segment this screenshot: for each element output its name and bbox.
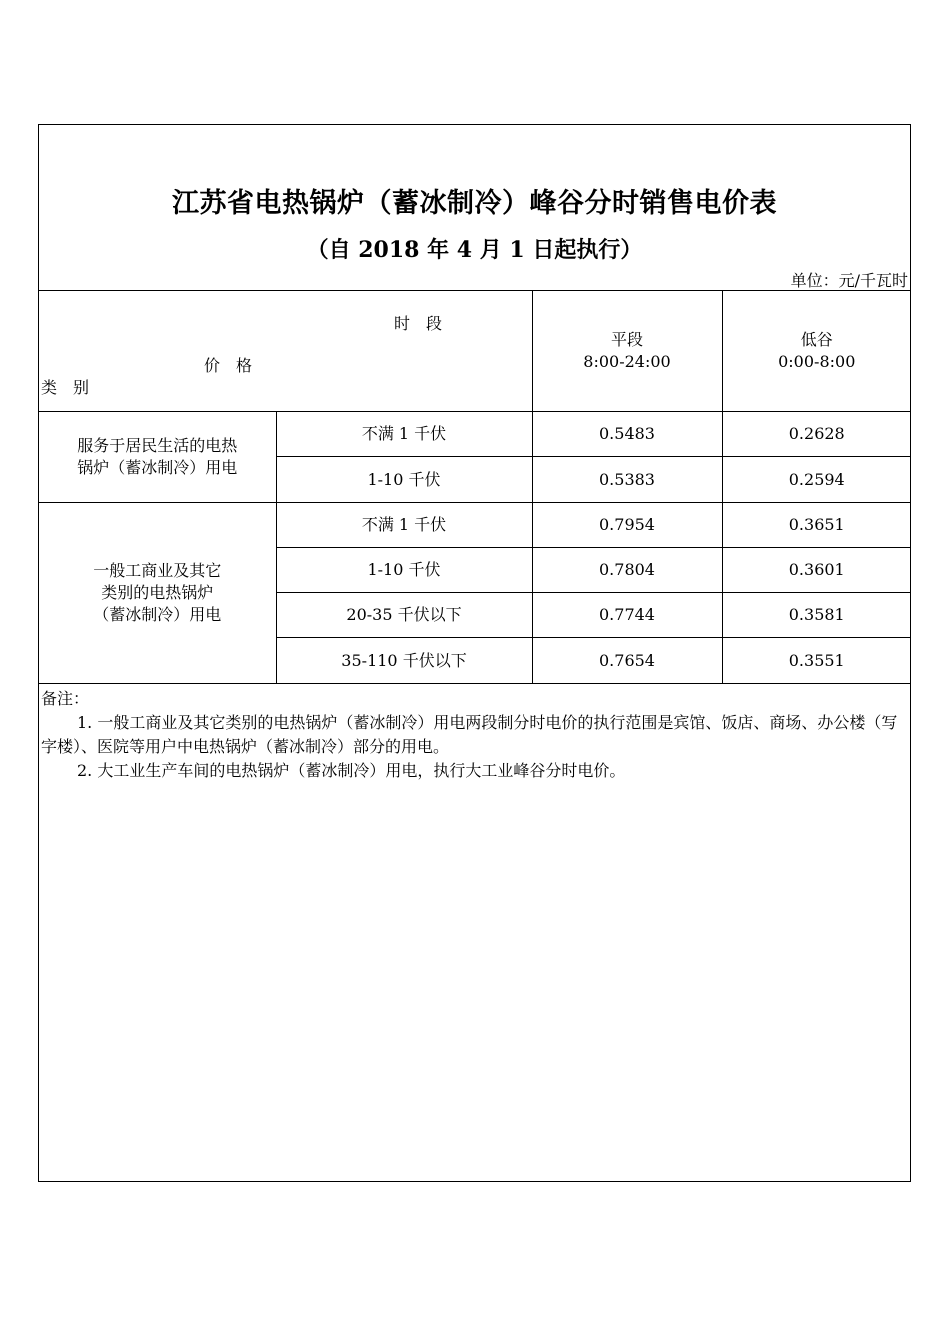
document-frame	[38, 124, 911, 1182]
flat-price-cell: 0.7804	[532, 548, 722, 593]
voltage-cell: 20-35 千伏以下	[276, 593, 532, 638]
notes-section	[41, 687, 907, 783]
document-subtitle: （自 2018 年 4 月 1 日起执行）	[306, 237, 643, 263]
category-cell-commercial	[39, 503, 276, 684]
notes-heading: 备注：	[41, 689, 90, 708]
table-header-row	[39, 291, 911, 412]
table-row	[39, 412, 911, 457]
voltage-cell: 1-10 千伏	[276, 548, 532, 593]
header-valley-cell	[722, 291, 911, 412]
note-item: 2. 大工业生产车间的电热锅炉（蓄冰制冷）用电，执行大工业峰谷分时电价。	[77, 761, 626, 780]
category-line: 服务于居民生活的电热	[77, 436, 238, 455]
note-item: 1. 一般工商业及其它类别的电热锅炉（蓄冰制冷）用电两段制分时电价的执行范围是宾馆、饭店、商场、办公楼（写字楼）、医院等用户中电热锅炉（蓄冰制冷）部分的用电。	[41, 713, 898, 756]
unit-label: 单位：元/千瓦时	[790, 271, 908, 290]
header-flat-label: 平段	[610, 330, 643, 349]
header-flat-cell	[532, 291, 722, 412]
header-time-label: 时 段	[394, 314, 443, 333]
voltage-cell: 1-10 千伏	[276, 457, 532, 503]
category-line: 一般工商业及其它	[93, 561, 222, 580]
valley-price-cell: 0.3601	[722, 548, 911, 593]
voltage-cell: 不满 1 千伏	[276, 412, 532, 457]
document-title: 江苏省电热锅炉（蓄冰制冷）峰谷分时销售电价表	[172, 188, 777, 219]
category-line: （蓄冰制冷）用电	[93, 605, 222, 624]
header-flat-hours: 8:00-24:00	[583, 352, 671, 371]
valley-price-cell: 0.3581	[722, 593, 911, 638]
header-valley-hours: 0:00-8:00	[778, 352, 856, 371]
header-valley-label: 低谷	[800, 330, 833, 349]
voltage-cell: 35-110 千伏以下	[276, 638, 532, 684]
header-category-label: 类 别	[41, 378, 90, 397]
flat-price-cell: 0.5383	[532, 457, 722, 503]
table-row	[39, 503, 911, 548]
valley-price-cell: 0.2594	[722, 457, 911, 503]
valley-price-cell: 0.3551	[722, 638, 911, 684]
voltage-cell: 不满 1 千伏	[276, 503, 532, 548]
flat-price-cell: 0.7954	[532, 503, 722, 548]
flat-price-cell: 0.7654	[532, 638, 722, 684]
valley-price-cell: 0.3651	[722, 503, 911, 548]
diagonal-header-cell	[39, 291, 532, 412]
flat-price-cell: 0.7744	[532, 593, 722, 638]
flat-price-cell: 0.5483	[532, 412, 722, 457]
header-price-label: 价 格	[204, 356, 253, 375]
category-cell-residential	[39, 412, 276, 503]
category-line: 锅炉（蓄冰制冷）用电	[77, 458, 238, 477]
price-table	[39, 290, 911, 684]
valley-price-cell: 0.2628	[722, 412, 911, 457]
category-line: 类别的电热锅炉	[101, 583, 214, 602]
